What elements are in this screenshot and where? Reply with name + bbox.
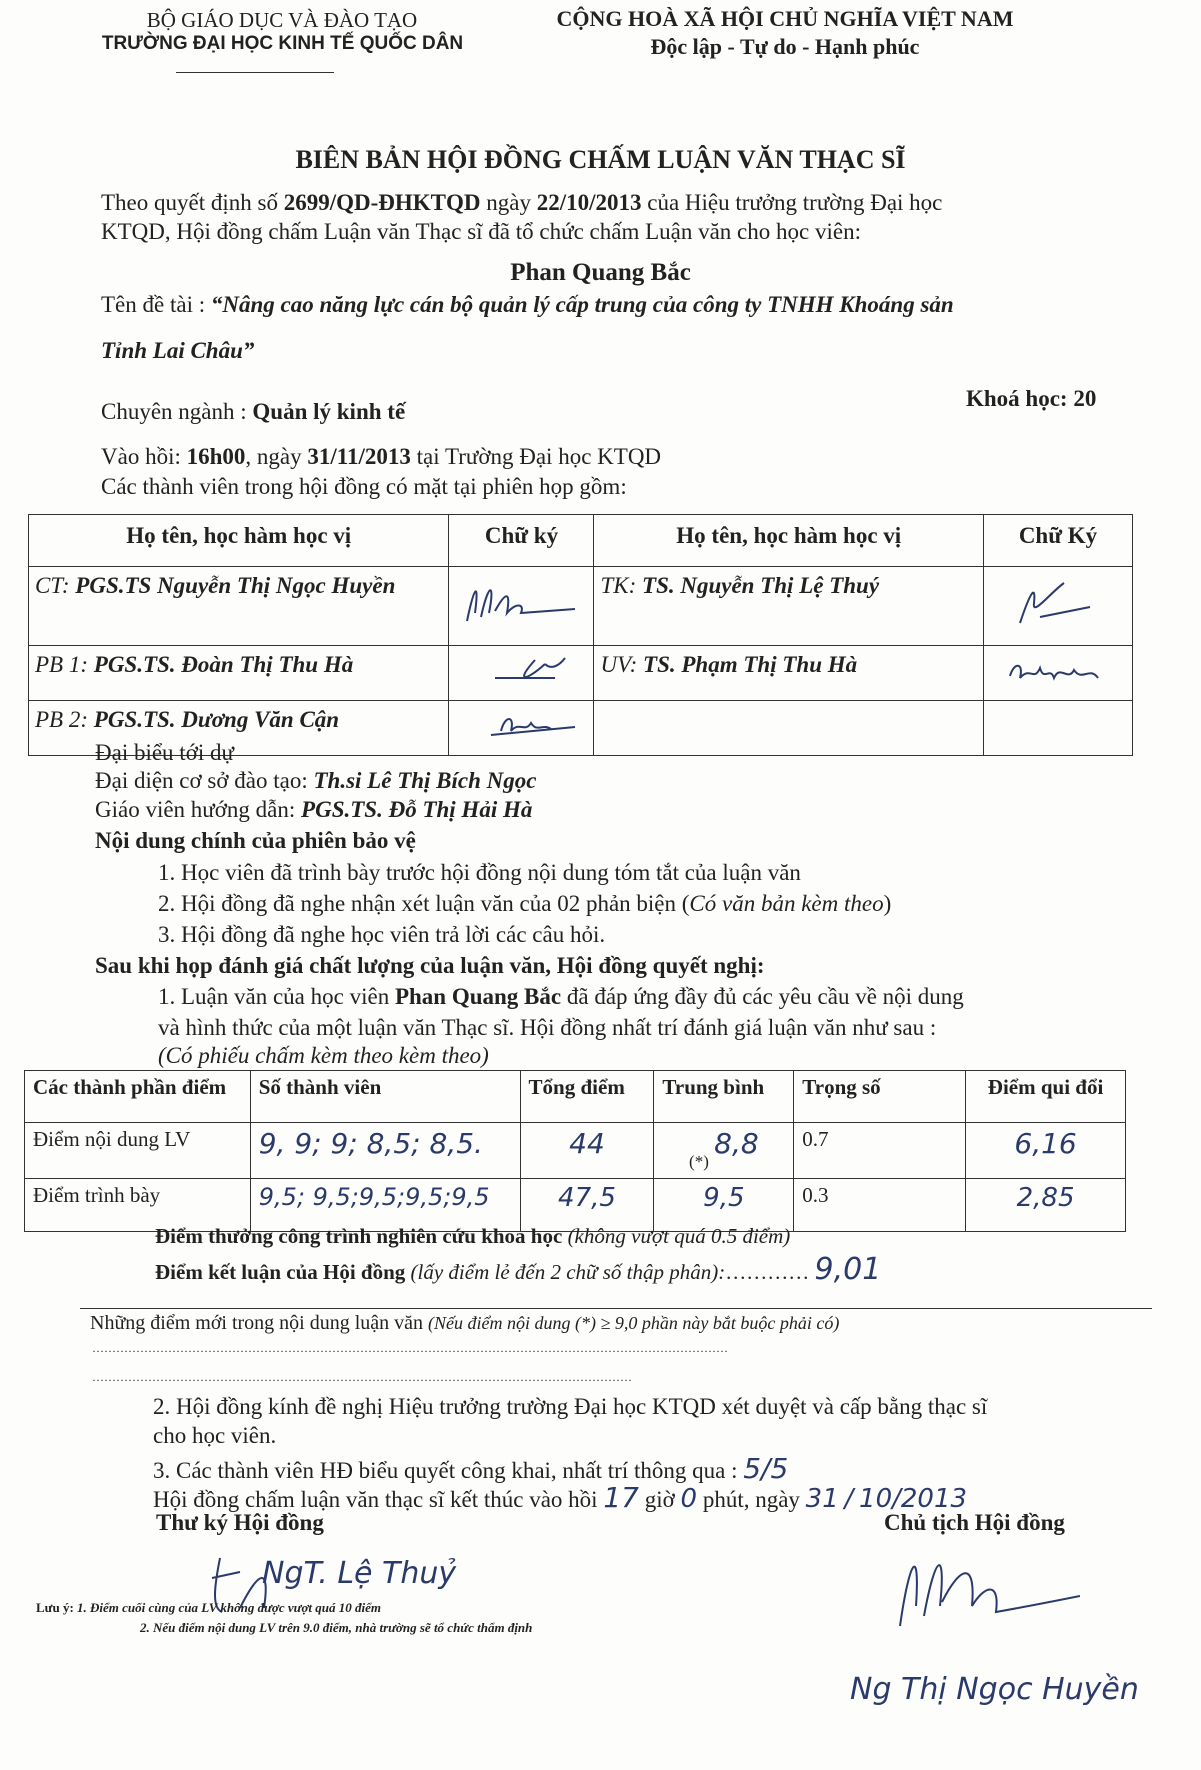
members-intro: Các thành viên trong hội đồng có mặt tại phiên họp gồm: xyxy=(101,474,627,499)
table-row xyxy=(29,567,1133,646)
member-cell xyxy=(594,701,984,756)
member-cell xyxy=(594,646,984,701)
content-item-2 xyxy=(158,891,891,917)
vote-result: 5/5 xyxy=(743,1452,789,1485)
course-year: Khoá học: 20 xyxy=(966,386,1097,411)
session-date: 31/11/2013 xyxy=(307,444,411,469)
final-note: (lấy điểm lẻ đến 2 chữ số thập phân): xyxy=(410,1260,726,1284)
signature-chair xyxy=(455,573,585,633)
final-dots: ………… xyxy=(725,1260,810,1284)
decision-p1-line2: và hình thức của một luận văn Thạc sĩ. Hội đồng nhất trí đánh giá luận văn như sau : xyxy=(158,1015,937,1040)
training-rep-label: Đại diện cơ sở đào tạo: xyxy=(95,768,308,793)
member-role: CT: xyxy=(35,573,70,598)
signature-cell xyxy=(983,567,1132,646)
col-header-name: Họ tên, học hàm học vị xyxy=(29,515,449,567)
end-hour: 17 xyxy=(603,1481,639,1514)
col-header-total: Tổng điểm xyxy=(520,1071,654,1123)
end-day: 31 xyxy=(805,1484,839,1514)
ministry-name: BỘ GIÁO DỤC VÀ ĐÀO TẠO xyxy=(146,8,418,32)
average-score: 9,5 xyxy=(654,1179,794,1232)
training-rep-name: Th.si Lê Thị Bích Ngọc xyxy=(313,768,537,793)
decision-text: 1. Luận văn của học viên xyxy=(158,984,390,1009)
table-row xyxy=(25,1123,1126,1179)
training-rep-line xyxy=(95,768,536,794)
page-title: BIÊN BẢN HỘI ĐỒNG CHẤM LUẬN VĂN THẠC SĨ xyxy=(295,145,906,174)
header-underline-left xyxy=(176,72,334,73)
chair-signature-mark xyxy=(880,1536,1080,1646)
signature-secretary xyxy=(990,573,1120,633)
decision-number: 2699/QD-ĐHKTQD xyxy=(283,190,481,215)
col-header-converted: Điểm qui đổi xyxy=(966,1071,1126,1123)
table-row xyxy=(29,646,1133,701)
total-score: 44 xyxy=(520,1123,654,1179)
intro-text: ngày xyxy=(486,190,531,215)
end-year: 2013 xyxy=(900,1484,968,1514)
content-item-2-end: ) xyxy=(883,891,892,916)
content-item-2-note: Có văn bản kèm theo xyxy=(689,891,884,916)
note-1: 1. Điểm cuối cùng của LV không được vượt quá 10 điểm xyxy=(77,1600,382,1615)
converted-score: 6,16 xyxy=(966,1123,1126,1179)
member-cell xyxy=(29,567,449,646)
delegates-heading: Đại biểu tới dự xyxy=(95,740,234,765)
content-marker: (*) xyxy=(689,1152,709,1171)
decision-heading: Sau khi họp đánh giá chất lượng của luận văn, Hội đồng quyết nghị: xyxy=(95,953,765,978)
decision-p1-line1 xyxy=(158,984,964,1010)
col-header-component: Các thành phần điểm xyxy=(25,1071,251,1123)
col-header-weight: Trọng số xyxy=(794,1071,966,1123)
decision-student: Phan Quang Bắc xyxy=(394,984,562,1009)
weight: 0.3 xyxy=(794,1179,966,1232)
member-role: PB 1: xyxy=(35,652,89,677)
chair-title: Chủ tịch Hội đồng xyxy=(884,1510,1065,1535)
signature-reviewer-2 xyxy=(455,707,585,743)
member-cell xyxy=(29,646,449,701)
final-score: 9,01 xyxy=(814,1252,882,1287)
member-role: TK: xyxy=(600,573,637,598)
chair-signature: Ng Thị Ngọc Huyền xyxy=(850,1672,1139,1707)
content-item-3: 3. Hội đồng đã nghe học viên trả lời các câu hỏi. xyxy=(158,922,606,947)
bonus-label: Điểm thưởng công trình nghiên cứu khoa học xyxy=(155,1224,563,1248)
council-table xyxy=(28,514,1133,756)
converted-score: 2,85 xyxy=(966,1179,1126,1232)
col-header-signature: Chữ Ký xyxy=(983,515,1132,567)
signature-cell xyxy=(449,701,594,756)
member-name: TS. Nguyễn Thị Lệ Thuý xyxy=(642,573,880,598)
bonus-line xyxy=(155,1224,790,1249)
content-item-2-text: 2. Hội đồng đã nghe nhận xét luận văn của 02 phản biện ( xyxy=(158,891,690,916)
end-minute: 0 xyxy=(680,1484,698,1514)
intro-text: Theo quyết định số xyxy=(101,190,278,215)
col-header-members: Số thành viên xyxy=(250,1071,520,1123)
student-name: Phan Quang Bắc xyxy=(510,259,691,286)
end-text: phút, ngày xyxy=(702,1487,800,1512)
member-role: PB 2: xyxy=(35,707,89,732)
content-heading: Nội dung chính của phiên bảo vệ xyxy=(95,828,416,853)
session-line xyxy=(101,444,661,470)
end-text: Hội đồng chấm luận văn thạc sĩ kết thúc vào hồi xyxy=(153,1487,598,1512)
recommend-line-2: cho học viên. xyxy=(153,1423,277,1448)
thesis-line-2 xyxy=(101,338,254,364)
section-divider xyxy=(80,1308,1152,1309)
new-points-dots-2: ……………………………………………………………………………………………………………………… xyxy=(92,1370,632,1384)
major-line xyxy=(101,399,405,425)
content-item-1: 1. Học viên đã trình bày trước hội đồng nội dung tóm tắt của luận văn xyxy=(158,860,801,885)
thesis-title: “Nâng cao năng lực cán bộ quản lý cấp trung của công ty TNHH Khoáng sản xyxy=(210,292,954,317)
new-points-label: Những điểm mới trong nội dung luận văn xyxy=(90,1312,424,1334)
weight: 0.7 xyxy=(794,1123,966,1179)
vote-text: 3. Các thành viên HĐ biểu quyết công khai, nhất trí thông qua : xyxy=(153,1458,738,1483)
advisor-label: Giáo viên hướng dẫn: xyxy=(95,797,296,822)
new-points-note: (Nếu điểm nội dung (*) ≥ 9,0 phần này bắt buộc phải có) xyxy=(428,1313,840,1333)
signature-cell xyxy=(449,567,594,646)
col-header-name: Họ tên, học hàm học vị xyxy=(594,515,984,567)
thesis-label: Tên đề tài : xyxy=(101,292,206,317)
signature-reviewer-1 xyxy=(455,652,585,688)
note-2: 2. Nếu điểm nội dung LV trên 9.0 điểm, nhà trường sẽ tổ chức thẩm định xyxy=(140,1620,533,1635)
session-text: tại Trường Đại học KTQD xyxy=(416,444,662,469)
notes-block xyxy=(36,1600,381,1616)
col-header-signature: Chữ ký xyxy=(449,515,594,567)
end-month: 10 xyxy=(859,1484,893,1514)
member-cell xyxy=(594,567,984,646)
end-text: giờ xyxy=(644,1487,675,1512)
advisor-line xyxy=(95,797,532,823)
decision-date: 22/10/2013 xyxy=(536,190,642,215)
member-scores: 9, 9; 9; 8,5; 8,5. xyxy=(250,1123,520,1179)
advisor-name: PGS.TS. Đỗ Thị Hải Hà xyxy=(301,797,533,822)
col-header-average: Trung bình xyxy=(654,1071,794,1123)
session-time: 16h00 xyxy=(186,444,246,469)
thesis-title-cont: Tỉnh Lai Châu” xyxy=(101,338,255,363)
member-name: TS. Phạm Thị Thu Hà xyxy=(643,652,858,677)
major-label: Chuyên ngành : xyxy=(101,399,247,424)
secretary-title: Thư ký Hội đồng xyxy=(156,1510,324,1535)
final-line xyxy=(155,1252,881,1287)
bonus-note: (không vượt quá 0.5 điểm) xyxy=(567,1224,791,1248)
member-role: UV: xyxy=(600,652,638,677)
new-points-line xyxy=(90,1312,839,1335)
score-label: Điểm nội dung LV xyxy=(25,1123,251,1179)
total-score: 47,5 xyxy=(520,1179,654,1232)
signature-cell xyxy=(983,701,1132,756)
thesis-line-1 xyxy=(101,292,954,318)
member-name: PGS.TS Nguyễn Thị Ngọc Huyền xyxy=(75,573,396,598)
score-label: Điểm trình bày xyxy=(25,1179,251,1232)
university-name: TRƯỜNG ĐẠI HỌC KINH TẾ QUỐC DÂN xyxy=(101,33,464,54)
secretary-signature: NgT. Lệ Thuỷ xyxy=(262,1556,457,1591)
score-table xyxy=(24,1070,1126,1232)
intro-text: của Hiệu trưởng trường Đại học xyxy=(647,190,943,215)
member-name: PGS.TS. Đoàn Thị Thu Hà xyxy=(93,652,354,677)
member-name: PGS.TS. Dương Văn Cận xyxy=(93,707,340,732)
member-scores: 9,5; 9,5;9,5;9,5;9,5 xyxy=(250,1179,520,1232)
session-text: Vào hồi: xyxy=(101,444,181,469)
session-text: , ngày xyxy=(245,444,302,469)
signature-member xyxy=(990,652,1120,688)
average-score: $_{(*)}$ 8,8 xyxy=(654,1123,794,1179)
intro-line-2: KTQD, Hội đồng chấm Luận văn Thạc sĩ đã tổ chức chấm Luận văn cho học viên: xyxy=(101,219,861,244)
decision-p1-line3: (Có phiếu chấm kèm theo kèm theo) xyxy=(158,1043,489,1068)
decision-text: đã đáp ứng đầy đủ các yêu cầu về nội dung xyxy=(566,984,964,1009)
final-label: Điểm kết luận của Hội đồng xyxy=(155,1260,406,1284)
signature-cell xyxy=(449,646,594,701)
motto: Độc lập - Tự do - Hạnh phúc xyxy=(650,34,920,59)
new-points-dots-1: …………………………………………………………………………………………………………………………………………… xyxy=(92,1341,728,1355)
signature-cell xyxy=(983,646,1132,701)
intro-line-1 xyxy=(101,190,942,216)
member-cell xyxy=(29,701,449,756)
notes-label: Lưu ý: xyxy=(36,1600,74,1615)
recommend-line-1: 2. Hội đồng kính đề nghị Hiệu trưởng trường Đại học KTQD xét duyệt và cấp bằng thạc sĩ xyxy=(153,1394,988,1419)
country-name: CỘNG HOÀ XÃ HỘI CHỦ NGHĨA VIỆT NAM xyxy=(556,6,1014,31)
major-value: Quản lý kinh tế xyxy=(252,399,406,424)
end-line: Hội đồng chấm luận văn thạc sĩ kết thúc vào hồi 17 giờ 0 phút, ngày 31 / 10/2013 xyxy=(153,1481,968,1514)
